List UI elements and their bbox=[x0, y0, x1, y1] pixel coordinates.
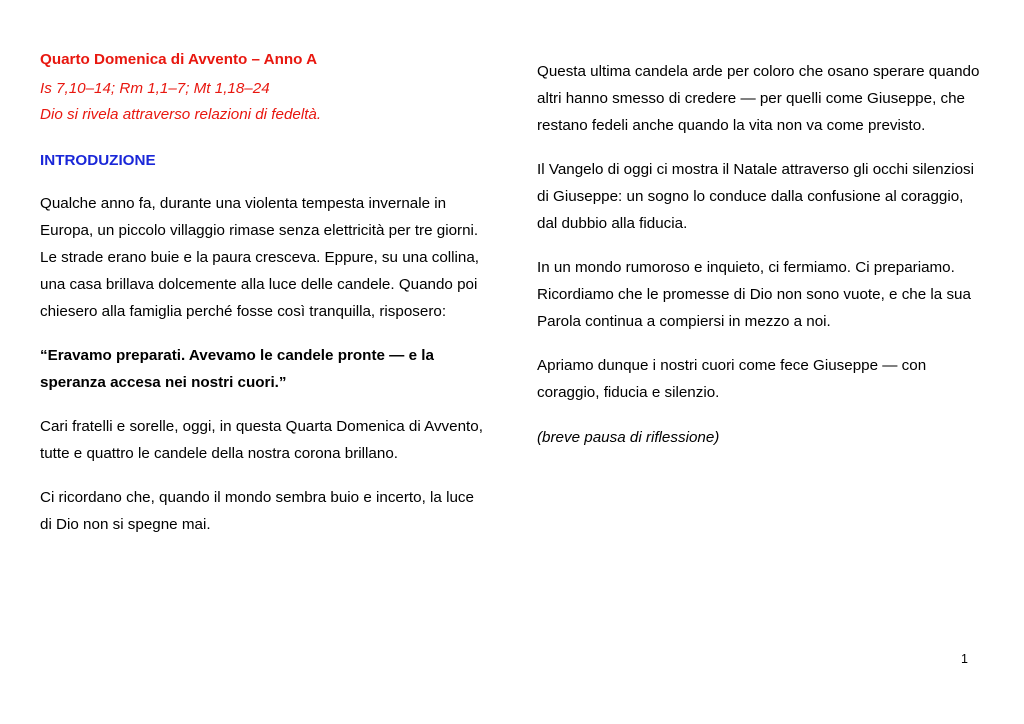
left-quote: “Eravamo preparati. Avevamo le candele pronte — e la speranza accesa nei nostri cuori.” bbox=[40, 347, 434, 392]
right-paragraph-3: In un mondo rumoroso e inquieto, ci fermiamo. Ci prepariamo. Ricordiamo che le promesse di Dio non sono vuote, e che la sua Parola continua a compiersi in mezzo a noi. bbox=[537, 259, 971, 331]
left-column bbox=[40, 48, 485, 555]
scripture-references: Is 7,10–14; Rm 1,1–7; Mt 1,18–24 bbox=[40, 80, 270, 98]
right-paragraph-2: Il Vangelo di oggi ci mostra il Natale attraverso gli occhi silenziosi di Giuseppe: un sogno lo conduce dalla confusione al coraggio, dal dubbio alla fiducia. bbox=[537, 161, 974, 233]
pause-note: (breve pausa di riflessione) bbox=[537, 428, 720, 446]
theme-line: Dio si rivela attraverso relazioni di fedeltà. bbox=[40, 106, 322, 124]
section-heading-introduzione: INTRODUZIONE bbox=[40, 152, 156, 169]
right-paragraph-1: Questa ultima candela arde per coloro che osano sperare quando altri hanno smesso di credere — per quelli come Giuseppe, che restano fedeli anche quando la vita non va come previsto. bbox=[537, 63, 980, 135]
left-paragraph-2: Cari fratelli e sorelle, oggi, in questa Quarta Domenica di Avvento, tutte e quattro le candele della nostra corona brillano. bbox=[40, 418, 483, 463]
left-paragraph-3: Ci ricordano che, quando il mondo sembra buio e incerto, la luce di Dio non si spegne mai. bbox=[40, 489, 474, 534]
right-column bbox=[537, 48, 982, 468]
left-paragraph-1: Qualche anno fa, durante una violenta tempesta invernale in Europa, un piccolo villaggio rimase senza elettricità per tre giorni. Le strade erano buie e la paura cresceva. Eppure, su una collina, una casa brillava dolcemente alla luce delle candele. Quando poi chiesero alla famiglia perché fosse così tranquilla, risposero: bbox=[40, 194, 480, 321]
two-column-layout bbox=[40, 48, 980, 555]
page-title: Quarto Domenica di Avvento – Anno A bbox=[40, 51, 318, 68]
page-number: 1 bbox=[961, 652, 968, 666]
right-paragraph-4: Apriamo dunque i nostri cuori come fece Giuseppe — con coraggio, fiducia e silenzio. bbox=[537, 357, 927, 402]
